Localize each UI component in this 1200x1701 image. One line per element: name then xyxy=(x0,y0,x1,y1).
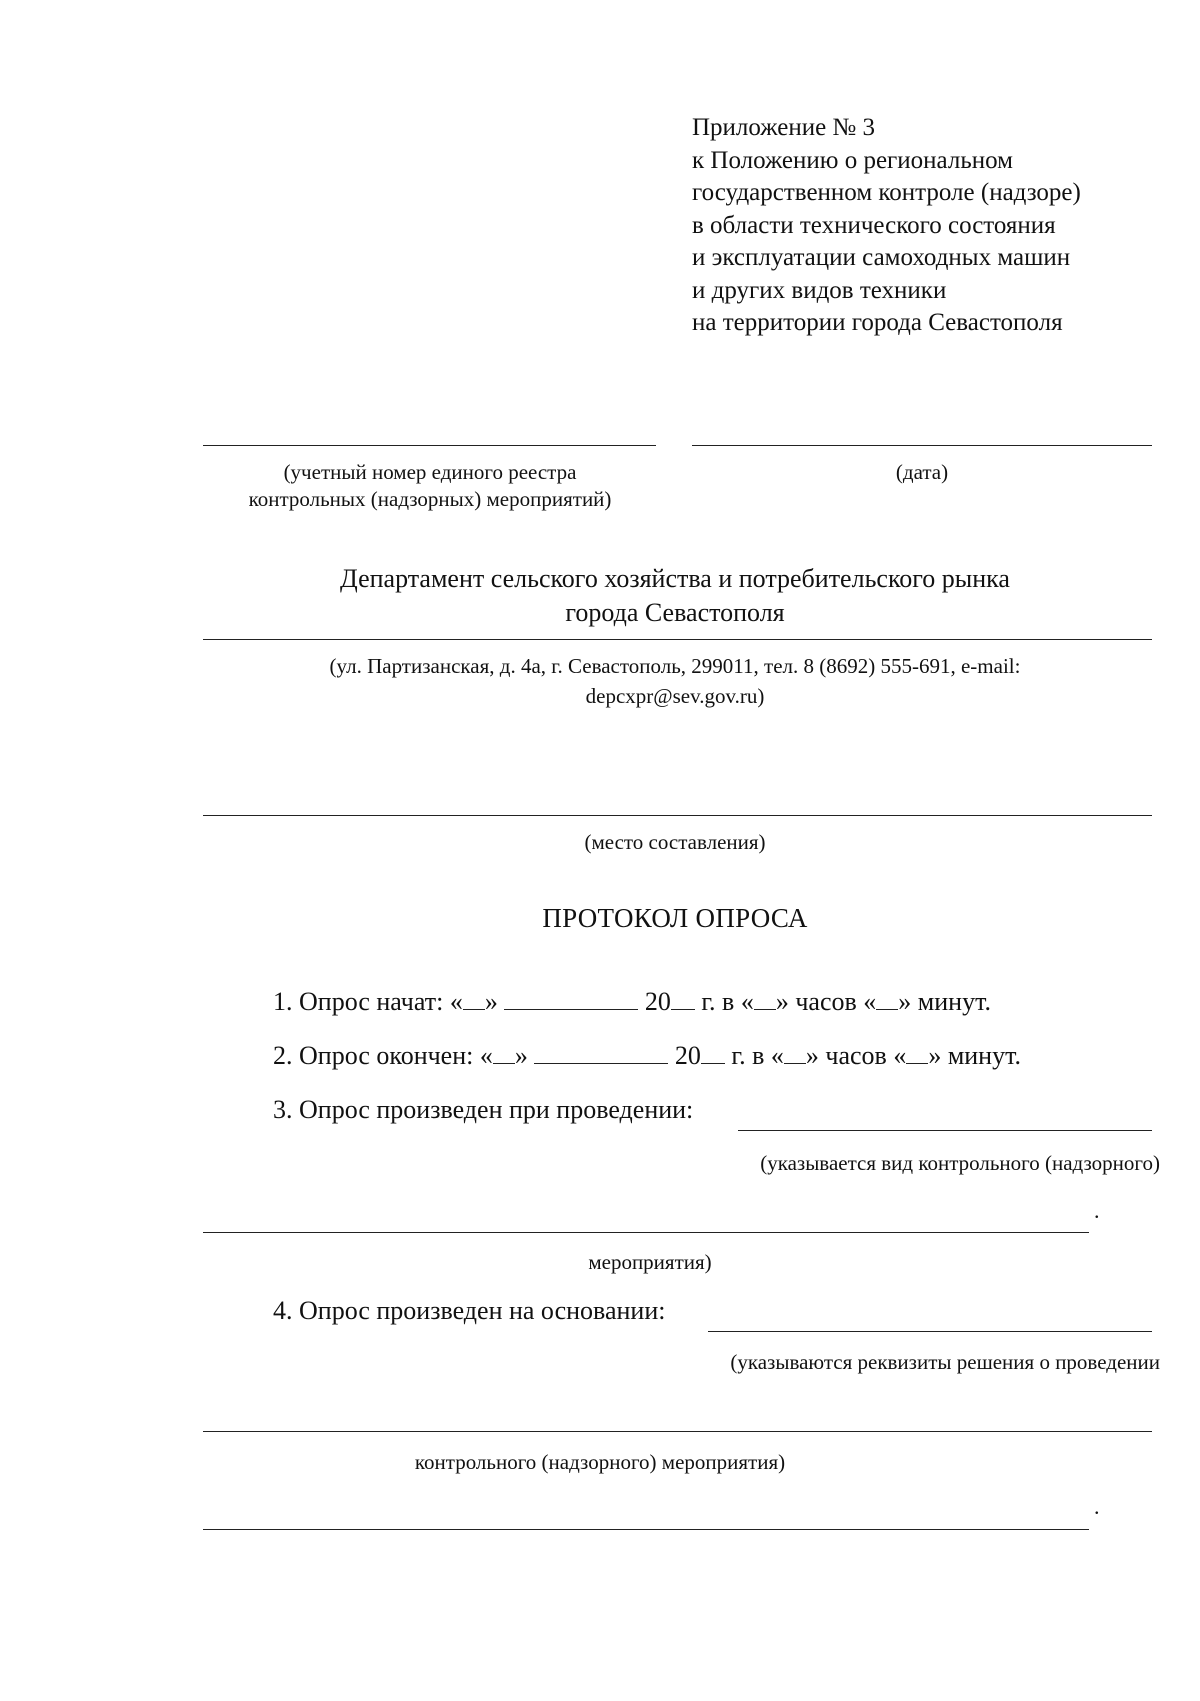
protocol-title: ПРОТОКОЛ ОПРОСА xyxy=(542,903,808,933)
appendix-line: к Положению о региональном xyxy=(692,146,1013,174)
place-caption: (место составления) xyxy=(584,830,766,854)
date-field[interactable] xyxy=(692,445,1152,446)
year-suffix: г. в xyxy=(694,987,735,1016)
year-field[interactable] xyxy=(671,989,695,1010)
quote-open: « xyxy=(863,987,877,1016)
quote-close: » xyxy=(775,987,789,1016)
item-started xyxy=(273,987,991,1017)
control-event-type-field-continued[interactable] xyxy=(203,1232,1089,1233)
appendix-line: и эксплуатации самоходных машин xyxy=(692,244,1071,271)
department-divider xyxy=(203,639,1152,640)
date-caption: (дата) xyxy=(895,460,949,484)
quote-close: » xyxy=(514,1041,528,1070)
day-field[interactable] xyxy=(493,1043,515,1064)
item-conducted-during-label: 3. Опрос произведен при проведении: xyxy=(273,1095,694,1124)
decision-details-caption: (указываются реквизиты решения о проведении xyxy=(730,1350,1160,1374)
decision-details-field-continued[interactable] xyxy=(203,1431,1152,1432)
appendix-line: и других видов техники xyxy=(692,276,947,304)
decision-details-field-final[interactable] xyxy=(203,1529,1089,1530)
quote-close: » xyxy=(928,1041,942,1070)
month-field[interactable] xyxy=(504,989,638,1010)
department-name-line: города Севастополя xyxy=(565,598,785,627)
quote-open: « xyxy=(770,1041,784,1070)
quote-open: « xyxy=(449,987,463,1016)
minutes-label: минут. xyxy=(917,987,991,1016)
item-started-label: 1. Опрос начат: xyxy=(273,987,444,1016)
month-field[interactable] xyxy=(534,1043,668,1064)
department-name xyxy=(200,562,1150,630)
address-line: depcxpr@sev.gov.ru) xyxy=(585,684,765,708)
appendix-line: государственном контроле (надзоре) xyxy=(692,179,1081,206)
year-prefix: 20 xyxy=(674,1041,701,1070)
day-field[interactable] xyxy=(463,989,485,1010)
place-field[interactable] xyxy=(203,815,1152,816)
year-prefix: 20 xyxy=(644,987,671,1016)
registry-number-caption xyxy=(190,459,670,513)
year-field[interactable] xyxy=(701,1043,725,1064)
item-ended-label: 2. Опрос окончен: xyxy=(273,1041,474,1070)
minutes-field[interactable] xyxy=(906,1043,928,1064)
period-mark: . xyxy=(1094,1494,1100,1519)
caption-line: контрольных (надзорных) мероприятий) xyxy=(248,487,612,511)
item-basis-label: 4. Опрос произведен на основании: xyxy=(273,1296,666,1325)
hours-field[interactable] xyxy=(784,1043,806,1064)
hours-field[interactable] xyxy=(754,989,776,1010)
department-name-line: Департамент сельского хозяйства и потребительского рынка xyxy=(340,564,1010,593)
appendix-line: в области технического состояния xyxy=(692,211,1056,239)
caption-line: (учетный номер единого реестра xyxy=(283,460,577,484)
quote-open: « xyxy=(479,1041,493,1070)
registry-number-field[interactable] xyxy=(203,445,656,446)
department-address xyxy=(200,651,1150,711)
control-event-type-caption: (указывается вид контрольного (надзорного) xyxy=(760,1151,1160,1175)
hours-label: часов xyxy=(825,1041,887,1070)
quote-open: « xyxy=(893,1041,907,1070)
address-line: (ул. Партизанская, д. 4а, г. Севастополь, 299011, тел. 8 (8692) 555-691, e-mail: xyxy=(329,654,1021,678)
decision-details-caption-end: контрольного (надзорного) мероприятия) xyxy=(414,1450,786,1474)
control-event-type-field[interactable] xyxy=(738,1130,1152,1131)
appendix-line: на территории города Севастополя xyxy=(692,309,1063,336)
quote-close: » xyxy=(805,1041,819,1070)
item-ended xyxy=(273,1041,1021,1071)
appendix-line: Приложение № 3 xyxy=(692,114,876,141)
appendix-header xyxy=(692,112,1081,340)
minutes-label: минут. xyxy=(947,1041,1022,1070)
quote-close: » xyxy=(484,987,498,1016)
control-event-type-caption-end: мероприятия) xyxy=(588,1250,712,1274)
quote-open: « xyxy=(740,987,754,1016)
minutes-field[interactable] xyxy=(876,989,898,1010)
decision-details-field[interactable] xyxy=(708,1331,1152,1332)
period-mark: . xyxy=(1094,1198,1100,1223)
year-suffix: г. в xyxy=(724,1041,765,1070)
hours-label: часов xyxy=(795,987,857,1016)
quote-close: » xyxy=(898,987,912,1016)
